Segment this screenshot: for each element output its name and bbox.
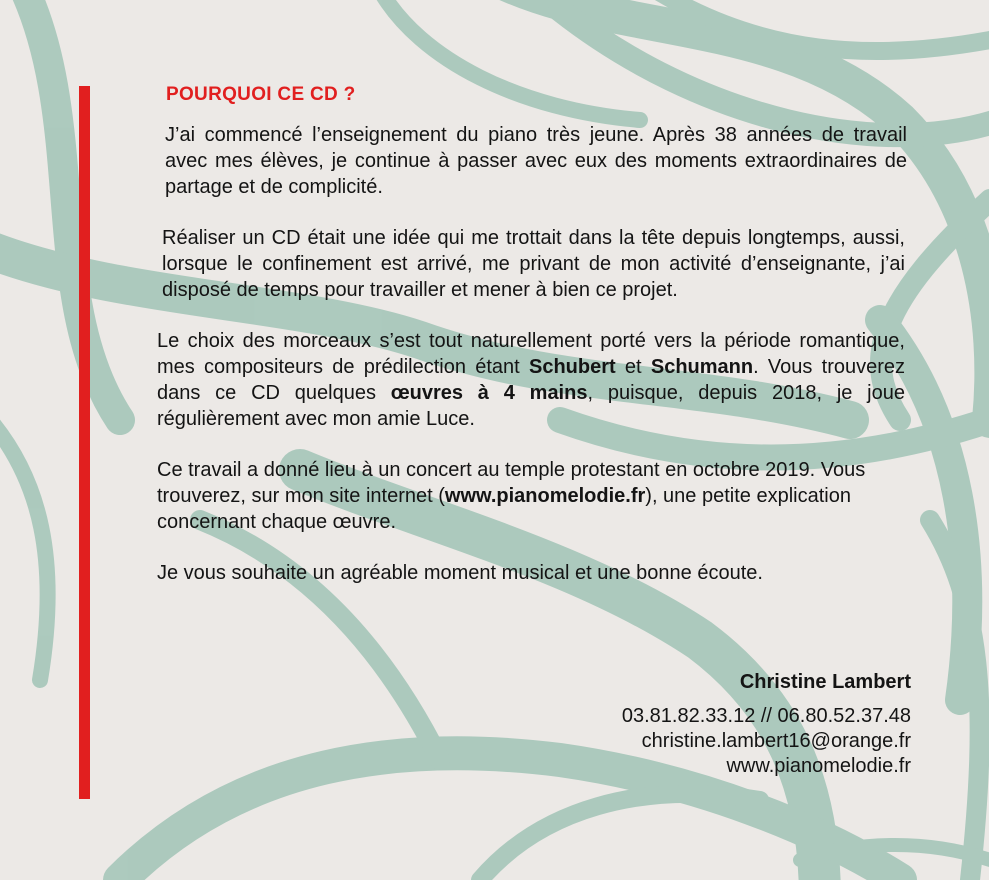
paragraph-3-text-4: , puisque, depuis 2018, je joue régulièrement avec mon amie Luce. <box>157 382 905 430</box>
signature-phones: 03.81.82.33.12 // 06.80.52.37.48 <box>621 705 911 727</box>
paragraph-3 <box>157 328 905 432</box>
signature-block <box>622 671 911 779</box>
letter-body <box>157 84 909 611</box>
paragraph-4 <box>157 457 909 535</box>
composer-schubert: Schubert <box>528 356 616 378</box>
paragraph-3-text-2: et <box>615 356 651 378</box>
paragraph-3-text-1: Le choix des morceaux s’est tout naturellement porté vers la période romantique, mes compositeurs de prédilection étant <box>157 330 905 378</box>
composer-schumann: Schumann <box>650 356 754 378</box>
red-accent-bar <box>79 86 90 799</box>
signature-website: www.pianomelodie.fr <box>726 755 911 777</box>
website-link-inline: www.pianomelodie.fr <box>444 485 646 507</box>
closing-line: Je vous souhaite un agréable moment musical et une bonne écoute. <box>157 562 763 584</box>
paragraph-4-text-1: Ce travail a donné lieu à un concert au temple protestant en octobre 2019. Vous trouverez, sur mon site internet ( <box>157 459 866 507</box>
paragraph-2: Réaliser un CD était une idée qui me trottait dans la tête depuis longtemps, aussi, lorsque le confinement est arrivé, me privant de mon activité d’enseignante, j’ai disposé de temps pour travailler et mener à bien ce projet. <box>162 227 905 301</box>
paragraph-3-text-3: . Vous trouverez dans ce CD quelques <box>157 356 906 404</box>
paragraph-4-text-2: ), une petite explication concernant chaque œuvre. <box>157 485 851 533</box>
page-title: POURQUOI CE CD ? <box>166 84 356 105</box>
signature-email: christine.lambert16@orange.fr <box>641 730 911 752</box>
signature-name: Christine Lambert <box>739 671 911 693</box>
paragraph-1: J’ai commencé l’enseignement du piano très jeune. Après 38 années de travail avec mes élèves, je continue à passer avec eux des moments extraordinaires de partage et de complicité. <box>165 124 907 198</box>
four-hands-works: œuvres à 4 mains <box>390 382 588 404</box>
